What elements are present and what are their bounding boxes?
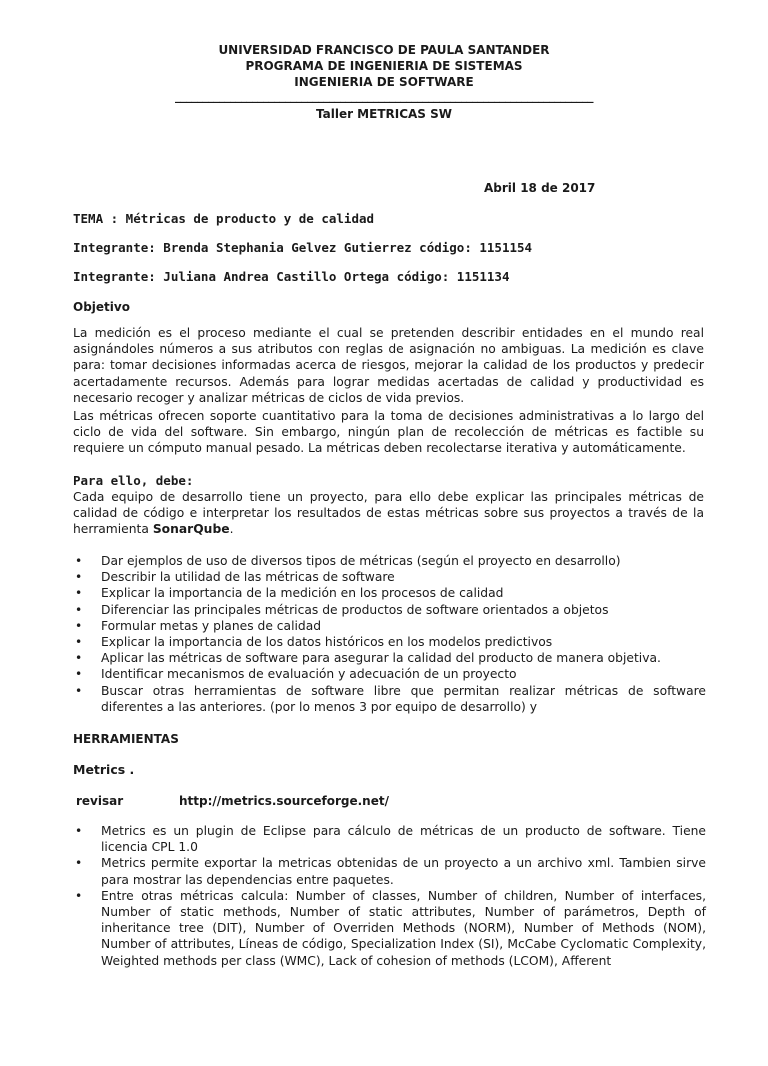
para-ello-heading: Para ello, debe: bbox=[73, 473, 194, 488]
list-item: • Buscar otras herramientas de software libre que permitan realizar métricas de software diferentes a las anteriores. (por lo menos 3 por equipo de desarrollo) y bbox=[75, 683, 706, 714]
bullet-icon: • bbox=[75, 667, 83, 682]
list-item: • Identificar mecanismos de evaluación y adecuación de un proyecto bbox=[75, 667, 517, 682]
objetivo-paragraph-1: La medición es el proceso mediante el cual se pretenden describir entidades en el mundo real asignándoles números a sus atributos con reglas de asignación no ambiguas. La medición es clave para: tomar decisiones informadas acerca de riesgos, mejorar la calidad de los productos y predecir acertadamente recursos. Además para lograr medidas acertadas de calidad y productividad es necesario recoger y analizar métricas de ciclos de vida previos. bbox=[73, 326, 704, 405]
bullet-icon: • bbox=[75, 635, 83, 650]
tema-line: TEMA : Métricas de producto y de calidad bbox=[73, 211, 375, 226]
bullet-icon: • bbox=[75, 570, 83, 585]
task-list bbox=[73, 553, 706, 715]
integrante-2: Integrante: Juliana Andrea Castillo Ortega código: 1151134 bbox=[73, 269, 510, 284]
sonarqube-tool-name: SonarQube bbox=[152, 522, 230, 537]
metrics-features-list bbox=[73, 823, 706, 969]
workshop-title: Taller METRICAS SW bbox=[315, 107, 453, 121]
document-date: Abril 18 de 2017 bbox=[484, 181, 596, 195]
bullet-icon: • bbox=[75, 888, 83, 903]
list-item: • Aplicar las métricas de software para asegurar la calidad del producto de manera objetiva. bbox=[75, 651, 661, 666]
bullet-icon: • bbox=[75, 683, 83, 698]
list-item: • Metrics permite exportar la metricas obtenidas de un proyecto a un archivo xml. Tambien sirve para mostrar las dependencias entre paquetes. bbox=[75, 856, 706, 887]
list-item: • Metrics es un plugin de Eclipse para cálculo de métricas de un producto de software. Tiene licencia CPL 1.0 bbox=[75, 824, 706, 855]
revisar-label: revisar bbox=[76, 794, 124, 808]
list-item: • Formular metas y planes de calidad bbox=[75, 618, 322, 633]
document-page bbox=[0, 42, 768, 1066]
objetivo-paragraph-2: Las métricas ofrecen soporte cuantitativo para la toma de decisiones administrativas a lo largo del ciclo de vida del software. Sin embargo, ningún plan de recolección de métricas es factible su requiere un cómputo manual pesado. La métricas deben recolectarse iterativa y automáticamente. bbox=[73, 409, 704, 456]
bullet-icon: • bbox=[75, 651, 83, 666]
bullet-icon: • bbox=[75, 586, 83, 601]
metrics-url-link[interactable]: http://metrics.sourceforge.net/ bbox=[179, 794, 389, 808]
separator-line: ____________________________________________________________________________ bbox=[175, 89, 593, 103]
university-name: UNIVERSIDAD FRANCISCO DE PAULA SANTANDER bbox=[218, 43, 550, 57]
para-ello-paragraph bbox=[73, 489, 704, 538]
objetivo-heading: Objetivo bbox=[73, 300, 130, 314]
bullet-icon: • bbox=[75, 824, 83, 838]
para-ello-text: Cada equipo de desarrollo tiene un proyecto, para ello debe explicar las principales métricas de calidad de código e interpretar los resultados de estas métricas sobre sus proyectos a través de la herramienta bbox=[73, 490, 704, 537]
list-item: • Entre otras métricas calcula: Number of classes, Number of children, Number of interfaces, Number of static methods, Number of static attributes, Number of parámetros, Depth of inheritance tree (DIT), Number of Overriden Methods (NORM), Number of Methods (NOM), Number of attributes, Líneas de código, Specialization Index (SI), McCabe Cyclomatic Complexity, Weighted methods per class (WMC), Lack of cohesion of methods (LCOM), Afferent bbox=[75, 888, 706, 968]
list-item: • Describir la utilidad de las métricas de software bbox=[75, 570, 395, 585]
bullet-icon: • bbox=[75, 856, 83, 871]
list-item: • Diferenciar las principales métricas de productos de software orientados a objetos bbox=[75, 602, 609, 617]
list-item: • Dar ejemplos de uso de diversos tipos de métricas (según el proyecto en desarrollo) bbox=[75, 554, 621, 568]
department-name: INGENIERIA DE SOFTWARE bbox=[294, 75, 474, 89]
list-item: • Explicar la importancia de los datos históricos en los modelos predictivos bbox=[75, 635, 553, 650]
bullet-icon: • bbox=[75, 554, 83, 568]
herramientas-heading: HERRAMIENTAS bbox=[73, 732, 179, 746]
metrics-heading: Metrics . bbox=[73, 762, 135, 777]
list-item: • Explicar la importancia de la medición en los procesos de calidad bbox=[75, 586, 504, 601]
program-name: PROGRAMA DE INGENIERIA DE SISTEMAS bbox=[245, 59, 523, 73]
bullet-icon: • bbox=[75, 602, 83, 617]
bullet-icon: • bbox=[75, 618, 83, 633]
para-ello-end: . bbox=[229, 522, 234, 537]
integrante-1: Integrante: Brenda Stephania Gelvez Gutierrez código: 1151154 bbox=[73, 240, 533, 255]
